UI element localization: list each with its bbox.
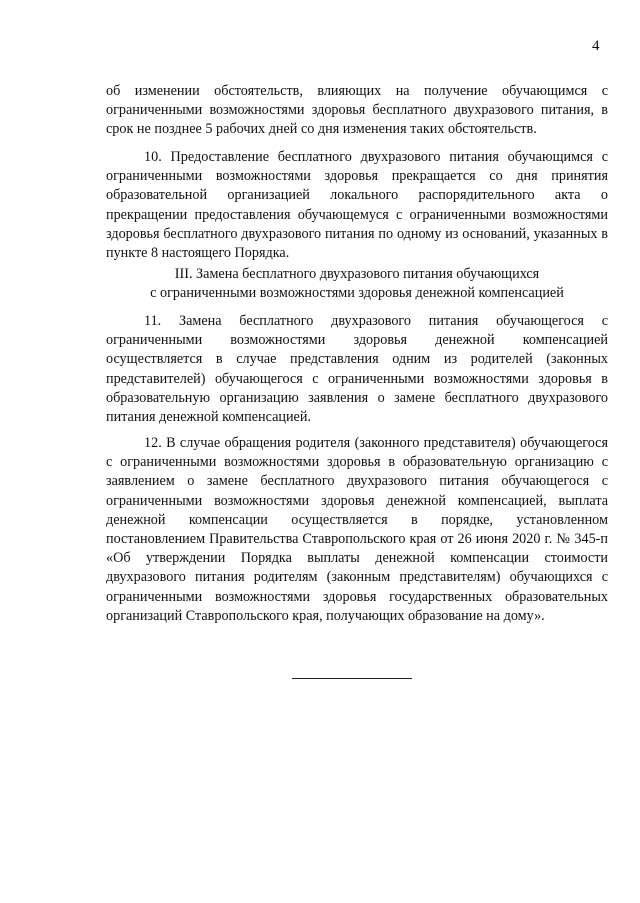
- paragraph-continuation: об изменении обстоятельств, влияющих на получение обучающимся с ограниченными возможностями здоровья бесплатного двухразового питания, в срок не позднее 5 рабочих дней со дня изменения таких обстоятельств.: [106, 83, 608, 138]
- section-heading-line-2: с ограниченными возможностями здоровья денежной компенсацией: [150, 285, 564, 301]
- end-divider: [292, 678, 412, 679]
- section-heading-line-1: III. Замена бесплатного двухразового питания обучающихся: [174, 266, 540, 282]
- paragraph-10: 10. Предоставление бесплатного двухразового питания обучающимся с ограниченными возможностями здоровья прекращается со дня принятия образовательной организацией локального распорядительного акта о прекращении предоставления обучающемуся с ограниченными возможностями здоровья бесплатного двухразового питания по одному из оснований, указанных в пункте 8 настоящего Порядка.: [106, 149, 608, 262]
- section-heading: [106, 265, 608, 303]
- paragraph-12: 12. В случае обращения родителя (законного представителя) обучающегося с ограниченными возможностями здоровья в образовательную организацию с заявлением о замене бесплатного двухразового питания обучающегося с ограниченными возможностями здоровья денежной компенсацией, выплата денежной компенсации осуществляется в порядке, установленном постановлением Правительства Ставропольского края от 26 июня 2020 г. № 345-п «Об утверждении Порядка выплаты денежной компенсации стоимости двухразового питания родителям (законным представителям) обучающихся с ограниченными возможностями здоровья государственных образовательных организаций Ставропольского края, получающих образование на дому».: [106, 435, 608, 624]
- page-number: 4: [592, 38, 600, 54]
- paragraph-11: 11. Замена бесплатного двухразового питания обучающегося с ограниченными возможностями здоровья денежной компенсацией осуществляется в случае представления одним из родителей (законных представителей) обучающегося с ограниченными возможностями здоровья в образовательную организацию заявления о замене бесплатного двухразового питания денежной компенсацией.: [106, 313, 608, 426]
